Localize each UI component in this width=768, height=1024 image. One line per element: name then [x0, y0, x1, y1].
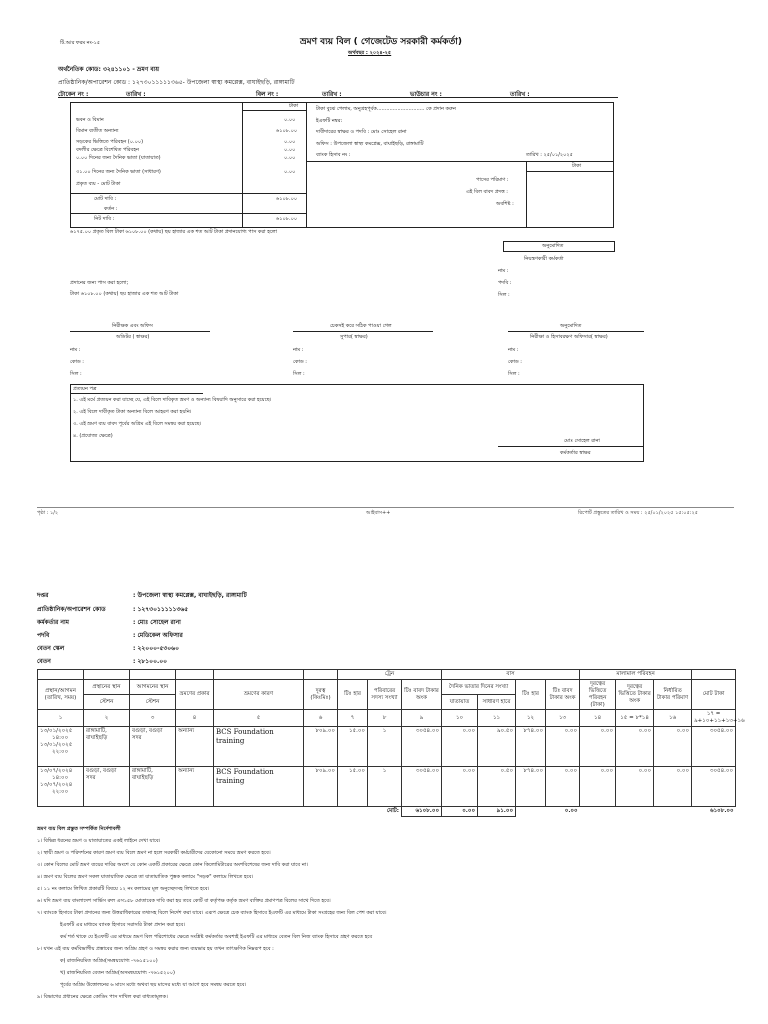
divider: [70, 393, 203, 394]
right-taka: টাকা: [572, 163, 582, 169]
row-bus-amount: ০.০০: [546, 767, 580, 807]
sig-auditor-seal: সিল :: [70, 371, 82, 377]
summary-row-label: বদলীর ক্ষেত্রে বিশেষিত পরিবহন: [76, 147, 139, 153]
page-title: ভ্রমণ ব্যয় বিল ( গেজেটেড সরকারী কর্মকর্তা): [300, 37, 462, 47]
bill-paid: এই বিল বাবদ প্রদত্ত :: [466, 189, 508, 195]
row-distance-transport: ০.০০: [580, 767, 616, 807]
instruction-line: ইএফটি এর মাধ্যমে ব্যাংক হিসাবে সরাসরি টাকা প্রদান করা হবে।: [60, 922, 186, 928]
certificate-name: মোঃ সোহেল রানা: [564, 438, 600, 444]
row-rate: ১৫.০০: [338, 767, 368, 807]
sig-super-code: কোড :: [293, 359, 307, 365]
row-type: অন্যান্য: [176, 727, 214, 767]
table-group-header: [38, 670, 736, 680]
group-bus: বাস: [442, 670, 580, 680]
col-train-amount: টিঃ বাবদ টাকার অংক: [402, 679, 442, 710]
approver-post: পদবি :: [498, 280, 512, 286]
detail-value: : উপজেলা স্বাস্থ্য কমপ্লেক্স, বাঘাইছড়ি, রাঙ্গামাটি: [133, 592, 247, 599]
detail-label: বেতন স্কেল: [37, 645, 65, 652]
instruction-line: ৮। যখন এই ব্যয় কর্মবিভাগীয় প্রস্তাবের জন্য অগ্রিম গ্রহণ ও সমন্বয় করার জন্য ব্যয়ভার হয় তখন তাৎক্ষণিক নিম্নরূপ হবে :: [37, 946, 274, 952]
row-bus-rate: ৮৭৪.০০: [516, 767, 546, 807]
summary-row-value: ০.০০: [284, 155, 296, 161]
detail-label: পদবি: [37, 632, 50, 639]
sig-line: [498, 446, 644, 447]
detail-label: দপ্তর: [37, 592, 49, 599]
row-daily-general: ৯০.৫০: [478, 727, 516, 767]
instruction-line: ক) রাজনিয়মিত অগ্রিম(সমন্বয়যোগ্য -৭৬১৫১০০): [60, 958, 158, 964]
col-number: ১৭ = ৯+১০+১১+১৩+১৬: [692, 710, 736, 727]
total-amount: ৬১০৮.০০: [402, 807, 442, 817]
detail-label: বেতন: [37, 658, 51, 665]
row-fixed-amount: ০.০০: [654, 767, 692, 807]
summary-row-value: ০.০০: [284, 147, 296, 153]
col-from: প্রস্থানের স্থান: [84, 679, 130, 694]
instruction-line: ২। স্থায়ী ভ্রমণ ও পরিদর্শনের কারণ ভ্রমণ ব্যয় বিলে ভ্রমণ না হলে সরকারী কর্মচারীদের যেকোনো সময়ে ভ্রমণ করতে হবে।: [37, 850, 271, 856]
detail-value: : মেডিকেল অফিসার: [133, 632, 183, 639]
arrival-time: ২২:০০: [52, 788, 69, 795]
col-daily-travel: যাতায়াত: [442, 695, 478, 710]
departure-time: ১৪:০০: [52, 735, 69, 741]
col-members: পরিবারের সদস্য সংখ্যা: [368, 679, 402, 710]
payment-order-line1: প্রদানের জন্য পাস করা হলো;: [70, 280, 129, 286]
institution-code: প্রাতিষ্ঠানিক/অপারেশন কোড : ১২৭৩০১১১১১৩৬৫- উপজেলা স্বাস্থ্য কমপ্লেক্স, বাঘাইছড়ি, রাঙ্গামাটি: [58, 79, 295, 86]
divider: [242, 102, 243, 228]
certificate-item: ২. এই বিলে দাবীকৃত টাকা অন্যান্য বিলে আহরণ করা হয়নি।: [73, 409, 192, 415]
certificate-heading: প্রত্যয়ন পত্র: [73, 386, 97, 392]
row-reason: BCS Foundation training: [214, 767, 304, 807]
footer-rule: [37, 507, 734, 508]
detail-label: প্রাতিষ্ঠানিক/অপারেশন কোড: [37, 606, 106, 613]
col-number: ১২: [516, 710, 546, 727]
table-header-row: [38, 679, 736, 694]
token-no: টোকেন নং :: [58, 91, 89, 98]
col-number: ১৪: [580, 710, 616, 727]
claim-date: তারিখ : ২৫/০১/২০২৫: [526, 152, 573, 158]
budget-code: অর্থনৈতিক কোড: ৩২৪১১০১ - ভ্রমণ ব্যয়: [58, 66, 159, 73]
instruction-line: খ) রাজনিয়মিত বেতন অগ্রিম(অসমন্বয়যোগ্য -৭৬১৫২০০): [60, 970, 175, 976]
total-grand: ৬১০৮.০০: [710, 808, 734, 815]
net-claim-value: ৬১০৮.০০: [276, 216, 298, 222]
total-label: মোট:: [38, 807, 402, 817]
group-other: মালামাল পরিবহন: [580, 670, 692, 680]
row-total: ৩০৫৪.০০: [692, 767, 736, 807]
approver-seal: সিল :: [498, 292, 510, 298]
col-to: আগমনের স্থান: [130, 679, 176, 694]
bank-account: ব্যাংক হিসাব নং :: [316, 152, 351, 158]
row-members: ১: [368, 767, 402, 807]
sig-officer-role: নিরীক্ষা ও হিসাবরক্ষণ অফিসার( স্বাক্ষর): [530, 334, 608, 340]
certificate-item: ১. এই মর্মে প্রত্যয়ন করা যাচ্ছে যে, এই বিলে দাবিকৃত ভ্রমণ ও অন্যান্য বিষয়াদি অনুসারে করা হয়েছে।: [73, 397, 272, 403]
empty-cell: [516, 807, 546, 817]
summary-row-label: প্রকৃত ব্যয় - মোট টাকা: [76, 181, 121, 187]
row-dates: [38, 727, 84, 767]
table-row: [38, 727, 736, 767]
token-date: তারিখ :: [126, 91, 146, 98]
summary-row-value: ৬১০৮.০০: [276, 128, 298, 134]
detail-value: : ২২০০০-৫৩০৬০: [133, 645, 179, 652]
row-daily-travel: ০.০০: [442, 767, 478, 807]
approver-title: অনুমোদিত: [542, 243, 564, 249]
row-to: রাঙ্গামাটি, বাঘাইছড়ি: [130, 767, 176, 807]
sig-officer-seal: সিল :: [508, 371, 520, 377]
received-line: টাকা বুঝে পেলাম, অনুগ্রহপূর্বক.............................. কে প্রদান করুন: [316, 106, 456, 112]
sig-officer-name: নাম :: [508, 347, 519, 353]
total-bus: ০.০০: [564, 808, 578, 815]
summary-row-value: ০.০০: [284, 117, 296, 123]
sig-officer-title: অনুমোদিত: [560, 323, 582, 329]
row-bus-amount: ০.০০: [546, 727, 580, 767]
instruction-line: ১। বিভিন্ন ধরনের ভ্রমণ ও যাতায়াতের একই লাইনে দেখা যাবে।: [37, 838, 161, 844]
row-daily-general: ০.৫০: [478, 767, 516, 807]
table-number-row: [38, 710, 736, 727]
col-daily-days: দৈনিক ভাতার দিনের সংখ্যা: [442, 679, 516, 694]
divider: [70, 193, 306, 194]
table-row: [38, 767, 736, 807]
row-distance: ৮০৯.০০: [304, 767, 338, 807]
row-type: অন্যান্য: [176, 767, 214, 807]
taka-header: টাকা: [289, 103, 299, 109]
col-number: ৮: [368, 710, 402, 727]
sig-line: [293, 331, 433, 332]
row-to: বগুড়া, বগুড়া সদর: [130, 727, 176, 767]
sig-auditor-role: অডিটর ( স্বাক্ষর): [116, 334, 150, 340]
instruction-line: ৬। যদি ভ্রমণ ব্যয় বাংলাদেশ সার্ভিস রুল এস১৫৮ মোতাবেক দাবি করা হয় তবে কোর্ট বা কর্তৃপক্ষ কর্তৃক ভ্রমণ ব্যক্তির প্রমাণপত্র বিলের সাথে দিতে হবে।: [37, 898, 331, 904]
col-train-rate: টিঃ হার: [338, 679, 368, 710]
col-distance-transport: দূরত্বের ভিত্তিতে পরিবহন (টাকা): [580, 679, 616, 710]
col-fixed-amount: নির্ধারিত টাকার পরিমাণ: [654, 679, 692, 710]
col-number: ১০: [442, 710, 478, 727]
col-number: ২: [84, 710, 130, 727]
summary-row-label: ৩১.০০ দিনের জন্য দৈনিক ভাতা (সাধারণ): [76, 169, 161, 175]
row-total: ৩০৫৪.০০: [692, 727, 736, 767]
header-rule: [58, 97, 618, 98]
deduction-label: কর্তন :: [104, 206, 118, 212]
col-number: ৯: [402, 710, 442, 727]
sig-super-role: সুপার( স্বাক্ষর): [340, 334, 368, 340]
col-number: ১১: [478, 710, 516, 727]
divider: [70, 213, 306, 214]
certificate-sign-label: কর্মকর্তার স্বাক্ষর: [560, 450, 591, 456]
claimant-signature: দাবীদারের স্বাক্ষর ও পদবি : মোঃ সোহেল রানা: [316, 129, 407, 135]
voucher-date: তারিখ :: [510, 91, 530, 98]
col-departure: প্রস্থান/আগমন (তারিখ, সময়): [38, 679, 84, 710]
row-rate: ১৫.০০: [338, 727, 368, 767]
net-claim-label: নিট দাবি :: [94, 216, 115, 222]
departure-date: ১৩/০১/২০২৫: [40, 728, 73, 735]
col-daily-general: সাধারণ হারে: [478, 695, 516, 710]
footer-center: আইবাস++: [366, 510, 391, 516]
row-bus-rate: ৮৭৪.০০: [516, 727, 546, 767]
summary-row-value: ০.০০: [284, 139, 296, 145]
total-travel: ০.০০: [442, 807, 478, 817]
col-distance-amount: দূরত্বের ভিত্তিতে টাকার অংক: [616, 679, 654, 710]
col-number: ৩: [130, 710, 176, 727]
row-dates: [38, 767, 84, 807]
summary-row-label: ভবন ও বিমান: [76, 117, 104, 123]
divider: [306, 161, 614, 162]
sig-line: [70, 331, 210, 332]
arrival-date: ১৩/০৭/২০২৪: [40, 781, 73, 788]
departure-date: ১৩/০৭/২০২৪: [40, 768, 73, 775]
arrival-time: ২২:০০: [52, 748, 69, 755]
passed-line: ৬১৭৫.০০ প্রকৃত বিল টাকা ৬১০৮.০০ (কথায়) ছয় হাজার এক শত আট টাকা প্রদানযোগ্য পাস করা হলো: [70, 229, 278, 235]
office-line: অফিস : উপজেলা স্বাস্থ্য কমপ্লেক্স, বাঘাইছড়ি, রাঙ্গামাটি: [316, 141, 424, 147]
certificate-item: ৩. এই ভ্রমণ ব্যয় বাবদ পূর্বের অগ্রিম এই বিলে সমন্বয় করা হয়েছে।: [73, 421, 202, 427]
group-train: ট্রেন: [338, 670, 442, 680]
detail-value: : ১২৭৩০১১১১১৩৬৫: [133, 606, 189, 613]
row-from: রাঙ্গামাটি, বাঘাইছড়ি: [84, 727, 130, 767]
row-from: বগুড়া, বগুড়া সদর: [84, 767, 130, 807]
col-number: ১: [38, 710, 84, 727]
detail-label: কর্মকর্তার নাম: [37, 619, 70, 626]
instruction-line: ৫। ১১ নং কলামে লিখিত প্রকারটি বিষয়ে ১২ নং কলামের মূল অনুচ্ছেদসহ লিখতে হবে।: [37, 886, 210, 892]
bill-no: বিল নং :: [256, 91, 279, 98]
sig-super-name: নাম :: [293, 347, 304, 353]
row-daily-travel: ০.০০: [442, 727, 478, 767]
instruction-line: পূর্বের অগ্রিম উত্তোলনের ৬ মাসে মধ্যে অথবা ছয় মাসের মধ্যে যা আগে হবে সমন্বয় করতে হবে।: [60, 982, 247, 988]
row-reason: BCS Foundation training: [214, 727, 304, 767]
instruction-line: ৭। ব্যাংকে হিসাবে টাকা প্রদানের জন্য উত্তরাধিকারের তথ্যসহ বিলে নির্দেশ করা যাবে। এরূপ ক্ষেত্রে চেক ব্যাংক হিসাবে ইএফটি এর মাধ্যমে টাকা সংগ্রহের জন্য বিল পেশ করা যাবে।: [37, 910, 387, 916]
summary-row-label: ০.০০ দিনের জন্য দৈনিক ভাতা (যাতায়াত): [76, 155, 161, 161]
col-reason: ভ্রমণের কারণ: [214, 679, 304, 710]
arrival-date: ১৩/০১/২০২৫: [40, 741, 73, 748]
bill-date: তারিখ :: [322, 91, 342, 98]
certificate-item: ৪. (প্রযোজ্য ক্ষেত্রে): [73, 433, 113, 439]
col-bus-amount: টিঃ বাবদ টাকার অংক: [546, 679, 580, 710]
sig-super-title: চেকসই করে সঠিক পাওয়া গেল: [330, 323, 392, 329]
instruction-line: কর্ম শর্ত থাকে যে ইএফটি এর মাধ্যমে ভ্রমণ বিল পরিশোধের ক্ষেত্রে সংশ্লিষ্ট কর্মকর্তার অবশ্যই ইএফটি এর মাধ্যমে বেতন বিল নিজ ব্যাংক হিসাবে গ্রহণ করতে হবে: [60, 934, 373, 940]
approver-designation: নিয়ন্ত্রণকারী কর্মকর্তা: [524, 256, 564, 262]
sig-auditor-title: নিরীক্ষক এবং অফিস: [112, 323, 153, 329]
col-number: ৪: [176, 710, 214, 727]
summary-row-label: বিমান ব্যতীত অন্যান্য: [76, 128, 119, 134]
summary-row-value: ০.০০: [284, 169, 296, 175]
divider: [306, 102, 307, 228]
total-general: ৯১.০০: [478, 807, 516, 817]
table-total-row: [38, 807, 736, 817]
voucher-no: ভাউচার নং :: [410, 91, 442, 98]
sig-auditor-code: কোড :: [70, 359, 84, 365]
sig-super-seal: সিল :: [293, 371, 305, 377]
col-type: ভ্রমণের প্রকার: [176, 679, 214, 710]
row-members: ১: [368, 727, 402, 767]
detail-value: : ২৮১০০.০০: [133, 658, 168, 665]
approved-amount: পাসের পরিমাণ :: [476, 177, 509, 183]
col-total: মোট টাকা: [692, 679, 736, 710]
instructions-title: ভ্রমণ ব্যয় বিল প্রস্তুত সম্পর্কিত নির্দেশাবলী: [37, 826, 121, 832]
col-number: ৫: [214, 710, 304, 727]
summary-row-label: সড়কের ভিত্তিতে পরিবহন (০.০০): [76, 139, 144, 145]
travel-detail-table: [37, 669, 745, 817]
row-distance-transport: ০.০০: [580, 727, 616, 767]
fiscal-year: অর্থবছর : ২০২৪-২৫: [348, 50, 392, 56]
footer-page: পৃষ্ঠা : ১/২: [37, 510, 59, 516]
payment-order-line2: টাকা ৬১০৮.০০ (কথায়) ছয় হাজার এক শত আট টাকা: [70, 291, 179, 297]
sig-officer-code: কোড :: [508, 359, 522, 365]
divider: [526, 171, 614, 172]
row-distance-amount: ০.০০: [616, 727, 654, 767]
col-number: ১৫ = ৮*১৪: [616, 710, 654, 727]
col-bus-rate: টিঃ হার: [516, 679, 546, 710]
instruction-line: ৩। কোন বিলের মোট ভ্রমণ ব্যয়ের দাবির অংশে যে কোন একটি প্রকারের ক্ষেত্রে কোন কিলোমিটারের অংশবিশেষের জন্য দাবি করা যাবে না।: [37, 862, 308, 868]
departure-time: ১৪:০০: [52, 775, 69, 781]
sig-line: [508, 331, 644, 332]
balance: অবশিষ্ট :: [496, 201, 514, 207]
col-number: ৬: [304, 710, 338, 727]
col-number: ৭: [338, 710, 368, 727]
total-claim-value: ৬১০৮.০০: [276, 196, 298, 202]
col-distance: দূরত্ব (কিঃমিঃ): [304, 679, 338, 710]
row-amount: ৩০৫৪.০০: [402, 727, 442, 767]
footer-printed: রিপোর্ট প্রস্তুতের তারিখ ও সময় : ২৫/০১/২০২৫ ১৫:০৫:২৫: [578, 510, 698, 516]
col-number: ১৩: [546, 710, 580, 727]
col-number: ১৬: [654, 710, 692, 727]
form-number: টি.আর ফরম নং-১৫: [60, 40, 101, 46]
row-distance: ৮০৯.০০: [304, 727, 338, 767]
empty-cell: [580, 807, 692, 817]
col-to-station: স্টেশন: [130, 695, 176, 710]
sig-auditor-name: নাম :: [70, 347, 81, 353]
approver-name: নাম :: [498, 268, 509, 274]
detail-value: : মোঃ সোহেল রানা: [133, 619, 181, 626]
row-fixed-amount: ০.০০: [654, 727, 692, 767]
instruction-line: ৯। বিভাগের প্রধানের ক্ষেত্রে কোডিং পাস দাখিল করা বাধ্যতামূলক।: [37, 994, 168, 1000]
row-distance-amount: ০.০০: [616, 767, 654, 807]
instruction-line: ৪। ভ্রমণ ব্যয় বিলের ভ্রমণ সকল যাতায়াতিক ক্ষেত্রে তা যাতায়াতিক পুস্তক কলামে "সড়ক" কলামে লিখতে হবে।: [37, 874, 254, 880]
row-amount: ৩০৫৪.০০: [402, 767, 442, 807]
eft-number: ইএফটি নম্বর:: [316, 118, 343, 124]
total-claim-label: মোট দাবি :: [94, 196, 117, 202]
col-from-station: স্টেশন: [84, 695, 130, 710]
